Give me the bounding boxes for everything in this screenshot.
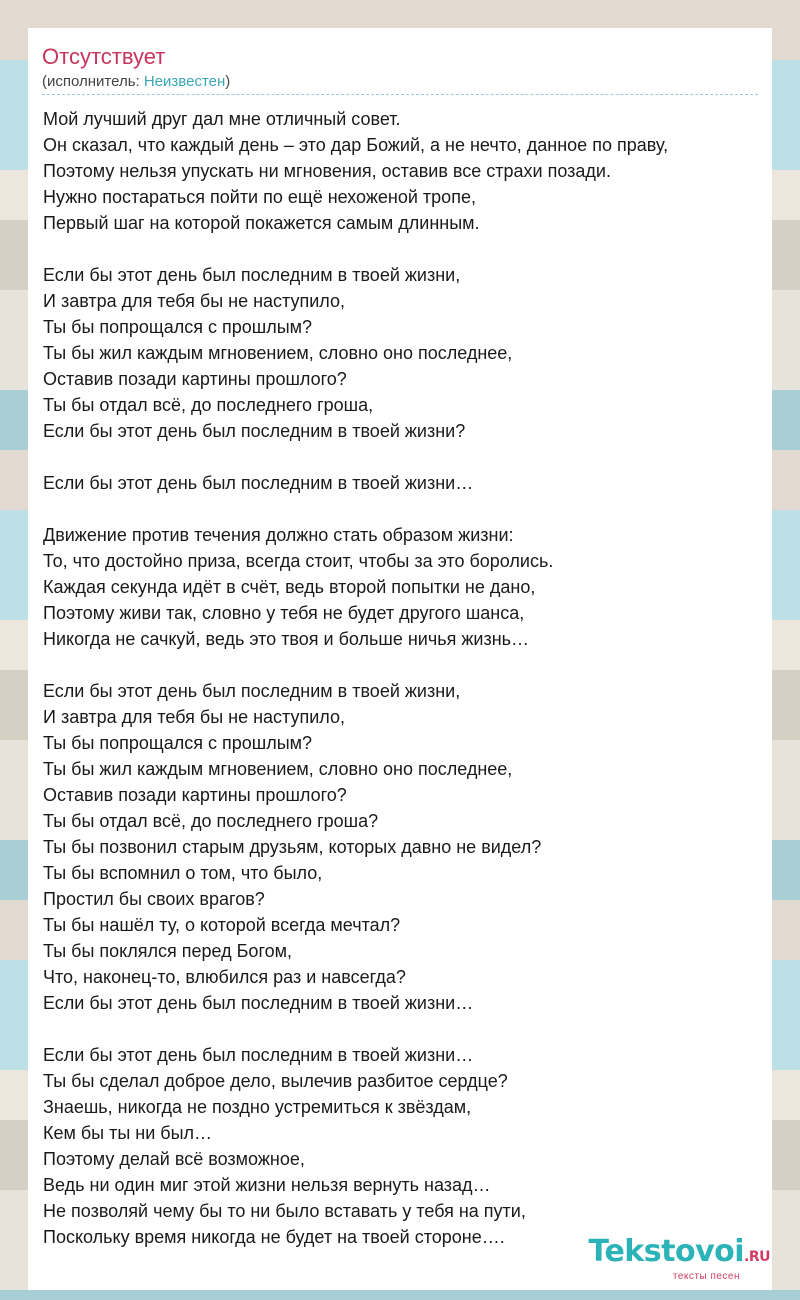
artist-link[interactable]: Неизвестен [143, 73, 226, 90]
lyric-line: То, что достойно приза, всегда стоит, чтобы за это боролись. [43, 551, 554, 571]
lyric-line: Ты бы попрощался с прошлым? [43, 317, 313, 337]
artist-prefix: (исполнитель: [42, 73, 144, 90]
lyric-line: Ты бы отдал всё, до последнего гроша? [43, 811, 379, 831]
lyric-line: Знаешь, никогда не поздно устремиться к звёздам, [43, 1097, 472, 1117]
lyric-line: Ты бы вспомнил о том, что было, [43, 863, 323, 883]
lyric-line: Ты бы отдал всё, до последнего гроша, [43, 395, 374, 415]
title-divider [42, 94, 758, 95]
stanza-break [43, 444, 764, 470]
lyric-line: Ты бы позвонил старым друзьям, которых давно не видел? [43, 837, 542, 857]
stanza-break [43, 496, 764, 522]
lyric-line: Мой лучший друг дал мне отличный совет. [43, 109, 401, 129]
logo-tld: .RU [744, 1249, 770, 1265]
logo-name: Tekstovoi [588, 1234, 745, 1269]
logo-wordmark [588, 1236, 770, 1273]
stanza-break [43, 236, 764, 262]
lyric-line: Поэтому делай всё возможное, [43, 1149, 305, 1169]
song-artist-line [42, 73, 230, 91]
lyric-line: Кем бы ты ни был… [43, 1123, 213, 1143]
lyric-line: Простил бы своих врагов? [43, 889, 265, 909]
lyric-line: Если бы этот день был последним в твоей жизни, [43, 265, 461, 285]
lyric-line: И завтра для тебя бы не наступило, [43, 707, 346, 727]
lyric-line: Если бы этот день был последним в твоей жизни… [43, 473, 474, 493]
lyric-line: Поэтому нельзя упускать ни мгновения, оставив все страхи позади. [43, 161, 611, 181]
lyric-line: Ты бы попрощался с прошлым? [43, 733, 313, 753]
lyric-line: Ты бы нашёл ту, о которой всегда мечтал? [43, 915, 401, 935]
lyric-line: Ты бы жил каждым мгновением, словно оно последнее, [43, 759, 513, 779]
stanza-break [43, 1016, 764, 1042]
lyric-line: Ведь ни один миг этой жизни нельзя вернуть назад… [43, 1175, 491, 1195]
lyric-line: Он сказал, что каждый день – это дар Божий, а не нечто, данное по праву, [43, 135, 669, 155]
lyric-line: Что, наконец-то, влюбился раз и навсегда? [43, 967, 406, 987]
lyric-line: Первый шаг на которой покажется самым длинным. [43, 213, 480, 233]
lyric-line: Не позволяй чему бы то ни было вставать у тебя на пути, [43, 1201, 526, 1221]
site-logo[interactable] [588, 1236, 770, 1282]
logo-tagline: тексты песен [672, 1271, 740, 1282]
lyric-line: Оставив позади картины прошлого? [43, 785, 347, 805]
lyric-line: Каждая секунда идёт в счёт, ведь второй попытки не дано, [43, 577, 536, 597]
lyric-line: Поскольку время никогда не будет на твоей стороне…. [43, 1227, 505, 1247]
lyric-line: Нужно постараться пойти по ещё нехоженой тропе, [43, 187, 476, 207]
lyric-line: Движение против течения должно стать образом жизни: [43, 525, 514, 545]
lyric-line: Ты бы жил каждым мгновением, словно оно последнее, [43, 343, 513, 363]
lyric-line: Если бы этот день был последним в твоей жизни… [43, 1045, 474, 1065]
lyric-line: Никогда не сачкуй, ведь это твоя и больше ничья жизнь… [43, 629, 530, 649]
stanza-break [43, 652, 764, 678]
lyric-line: Если бы этот день был последним в твоей жизни, [43, 681, 461, 701]
song-title: Отсутствует [42, 44, 166, 69]
lyric-line: Если бы этот день был последним в твоей жизни… [43, 993, 474, 1013]
lyrics-card [28, 28, 772, 1290]
lyric-line: Поэтому живи так, словно у тебя не будет другого шанса, [43, 603, 525, 623]
lyrics-text [43, 106, 764, 1250]
artist-suffix: ) [225, 73, 231, 90]
lyric-line: Ты бы поклялся перед Богом, [43, 941, 292, 961]
lyric-line: Ты бы сделал доброе дело, вылечив разбитое сердце? [43, 1071, 508, 1091]
lyric-line: Если бы этот день был последним в твоей жизни? [43, 421, 466, 441]
lyric-line: Оставив позади картины прошлого? [43, 369, 347, 389]
lyric-line: И завтра для тебя бы не наступило, [43, 291, 346, 311]
